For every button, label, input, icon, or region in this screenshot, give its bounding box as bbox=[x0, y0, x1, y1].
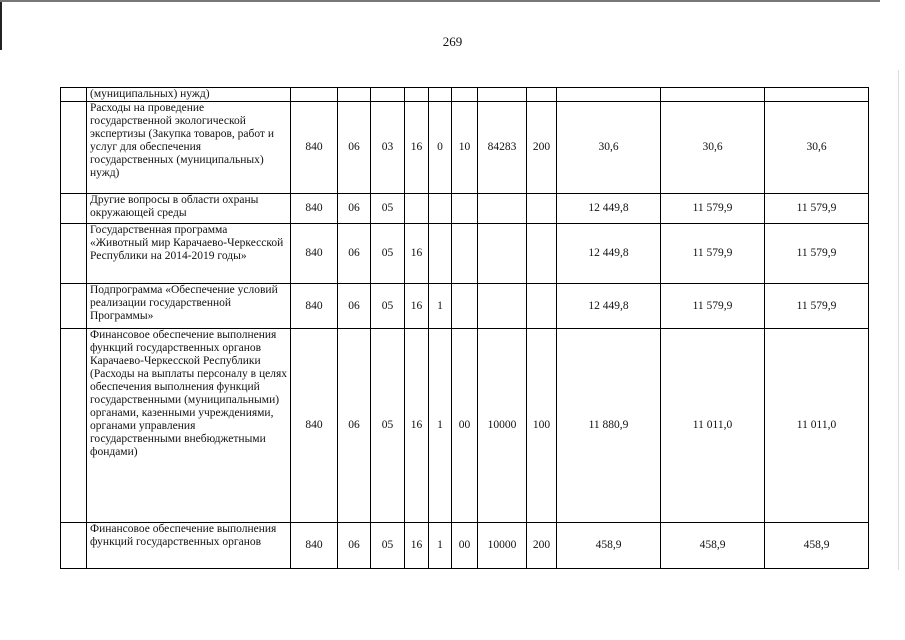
year2-amount bbox=[661, 88, 765, 102]
table-row bbox=[61, 194, 869, 224]
scan-edge-top bbox=[0, 0, 880, 2]
table-row bbox=[61, 102, 869, 194]
table-row bbox=[61, 88, 869, 102]
cs-program-cell bbox=[405, 88, 429, 102]
year1-amount: 11 880,9 bbox=[557, 329, 661, 523]
year2-amount: 458,9 bbox=[661, 523, 765, 569]
cs-event-cell: 00 bbox=[452, 523, 478, 569]
row-name: Государственная программа «Животный мир Карачаево-Черкесской Республики на 2014-2019 годы» bbox=[87, 224, 291, 284]
cs-subprogram-cell bbox=[429, 88, 452, 102]
row-name: Финансовое обеспечение выполнения функций государственных органов bbox=[87, 523, 291, 569]
glava-cell: 840 bbox=[291, 102, 338, 194]
cs-direction-cell: 10000 bbox=[478, 329, 527, 523]
year3-amount bbox=[765, 88, 869, 102]
cs-direction-cell bbox=[478, 224, 527, 284]
pr-cell: 05 bbox=[371, 194, 405, 224]
rz-cell: 06 bbox=[338, 523, 371, 569]
glava-cell: 840 bbox=[291, 523, 338, 569]
table-row bbox=[61, 523, 869, 569]
rz-cell: 06 bbox=[338, 329, 371, 523]
vr-cell bbox=[527, 284, 557, 329]
year1-amount: 30,6 bbox=[557, 102, 661, 194]
cs-subprogram-cell bbox=[429, 224, 452, 284]
year2-amount: 11 579,9 bbox=[661, 284, 765, 329]
glava-cell: 840 bbox=[291, 224, 338, 284]
pr-cell: 05 bbox=[371, 523, 405, 569]
vr-cell bbox=[527, 194, 557, 224]
row-name: Расходы на проведение государственной экологической экспертизы (Закупка товаров, работ и услуг для обеспечения государственных (муниципальных) нужд) bbox=[87, 102, 291, 194]
cs-event-cell bbox=[452, 224, 478, 284]
cs-direction-cell bbox=[478, 194, 527, 224]
cs-event-cell bbox=[452, 284, 478, 329]
rz-cell bbox=[338, 88, 371, 102]
cs-program-cell: 16 bbox=[405, 224, 429, 284]
cs-event-cell bbox=[452, 194, 478, 224]
year3-amount: 11 579,9 bbox=[765, 194, 869, 224]
cs-subprogram-cell: 1 bbox=[429, 523, 452, 569]
row-name: Финансовое обеспечение выполнения функций государственных органов Карачаево-Черкесской Республики (Расходы на выплаты персоналу в целях обеспечения выполнения функций государственными (муниципальными) органами, казенными учреждениями, органами управления государственными внебюджетными фондами) bbox=[87, 329, 291, 523]
vr-cell: 200 bbox=[527, 523, 557, 569]
blank-cell bbox=[61, 329, 87, 523]
vr-cell: 200 bbox=[527, 102, 557, 194]
year2-amount: 30,6 bbox=[661, 102, 765, 194]
blank-cell bbox=[61, 194, 87, 224]
blank-cell bbox=[61, 284, 87, 329]
cs-subprogram-cell bbox=[429, 194, 452, 224]
cs-direction-cell bbox=[478, 284, 527, 329]
table-row bbox=[61, 329, 869, 523]
year3-amount: 11 579,9 bbox=[765, 224, 869, 284]
table-row bbox=[61, 224, 869, 284]
cs-program-cell bbox=[405, 194, 429, 224]
cs-direction-cell: 10000 bbox=[478, 523, 527, 569]
cs-direction-cell: 84283 bbox=[478, 102, 527, 194]
glava-cell: 840 bbox=[291, 194, 338, 224]
rz-cell: 06 bbox=[338, 102, 371, 194]
year3-amount: 11 579,9 bbox=[765, 284, 869, 329]
year1-amount bbox=[557, 88, 661, 102]
cs-event-cell bbox=[452, 88, 478, 102]
year3-amount: 11 011,0 bbox=[765, 329, 869, 523]
cs-program-cell: 16 bbox=[405, 329, 429, 523]
table-row bbox=[61, 284, 869, 329]
pr-cell: 05 bbox=[371, 329, 405, 523]
cs-subprogram-cell: 1 bbox=[429, 284, 452, 329]
vr-cell bbox=[527, 224, 557, 284]
scan-edge-right bbox=[898, 70, 899, 570]
rz-cell: 06 bbox=[338, 284, 371, 329]
cs-program-cell: 16 bbox=[405, 284, 429, 329]
cs-direction-cell bbox=[478, 88, 527, 102]
row-name: (муниципальных) нужд) bbox=[87, 88, 291, 102]
cs-event-cell: 10 bbox=[452, 102, 478, 194]
row-name: Другие вопросы в области охраны окружающей среды bbox=[87, 194, 291, 224]
pr-cell: 03 bbox=[371, 102, 405, 194]
glava-cell: 840 bbox=[291, 329, 338, 523]
year1-amount: 12 449,8 bbox=[557, 224, 661, 284]
row-name: Подпрограмма «Обеспечение условий реализации государственной Программы» bbox=[87, 284, 291, 329]
year2-amount: 11 579,9 bbox=[661, 224, 765, 284]
cs-subprogram-cell: 1 bbox=[429, 329, 452, 523]
cs-program-cell: 16 bbox=[405, 523, 429, 569]
vr-cell: 100 bbox=[527, 329, 557, 523]
year2-amount: 11 011,0 bbox=[661, 329, 765, 523]
cs-program-cell: 16 bbox=[405, 102, 429, 194]
pr-cell: 05 bbox=[371, 284, 405, 329]
pr-cell: 05 bbox=[371, 224, 405, 284]
year1-amount: 458,9 bbox=[557, 523, 661, 569]
rz-cell: 06 bbox=[338, 224, 371, 284]
page-number: 269 bbox=[442, 34, 463, 49]
glava-cell: 840 bbox=[291, 284, 338, 329]
year3-amount: 458,9 bbox=[765, 523, 869, 569]
budget-table bbox=[60, 87, 869, 569]
blank-cell bbox=[61, 224, 87, 284]
blank-cell bbox=[61, 102, 87, 194]
year1-amount: 12 449,8 bbox=[557, 284, 661, 329]
cs-event-cell: 00 bbox=[452, 329, 478, 523]
year3-amount: 30,6 bbox=[765, 102, 869, 194]
year2-amount: 11 579,9 bbox=[661, 194, 765, 224]
cs-subprogram-cell: 0 bbox=[429, 102, 452, 194]
rz-cell: 06 bbox=[338, 194, 371, 224]
pr-cell bbox=[371, 88, 405, 102]
glava-cell bbox=[291, 88, 338, 102]
vr-cell bbox=[527, 88, 557, 102]
year1-amount: 12 449,8 bbox=[557, 194, 661, 224]
blank-cell bbox=[61, 88, 87, 102]
blank-cell bbox=[61, 523, 87, 569]
